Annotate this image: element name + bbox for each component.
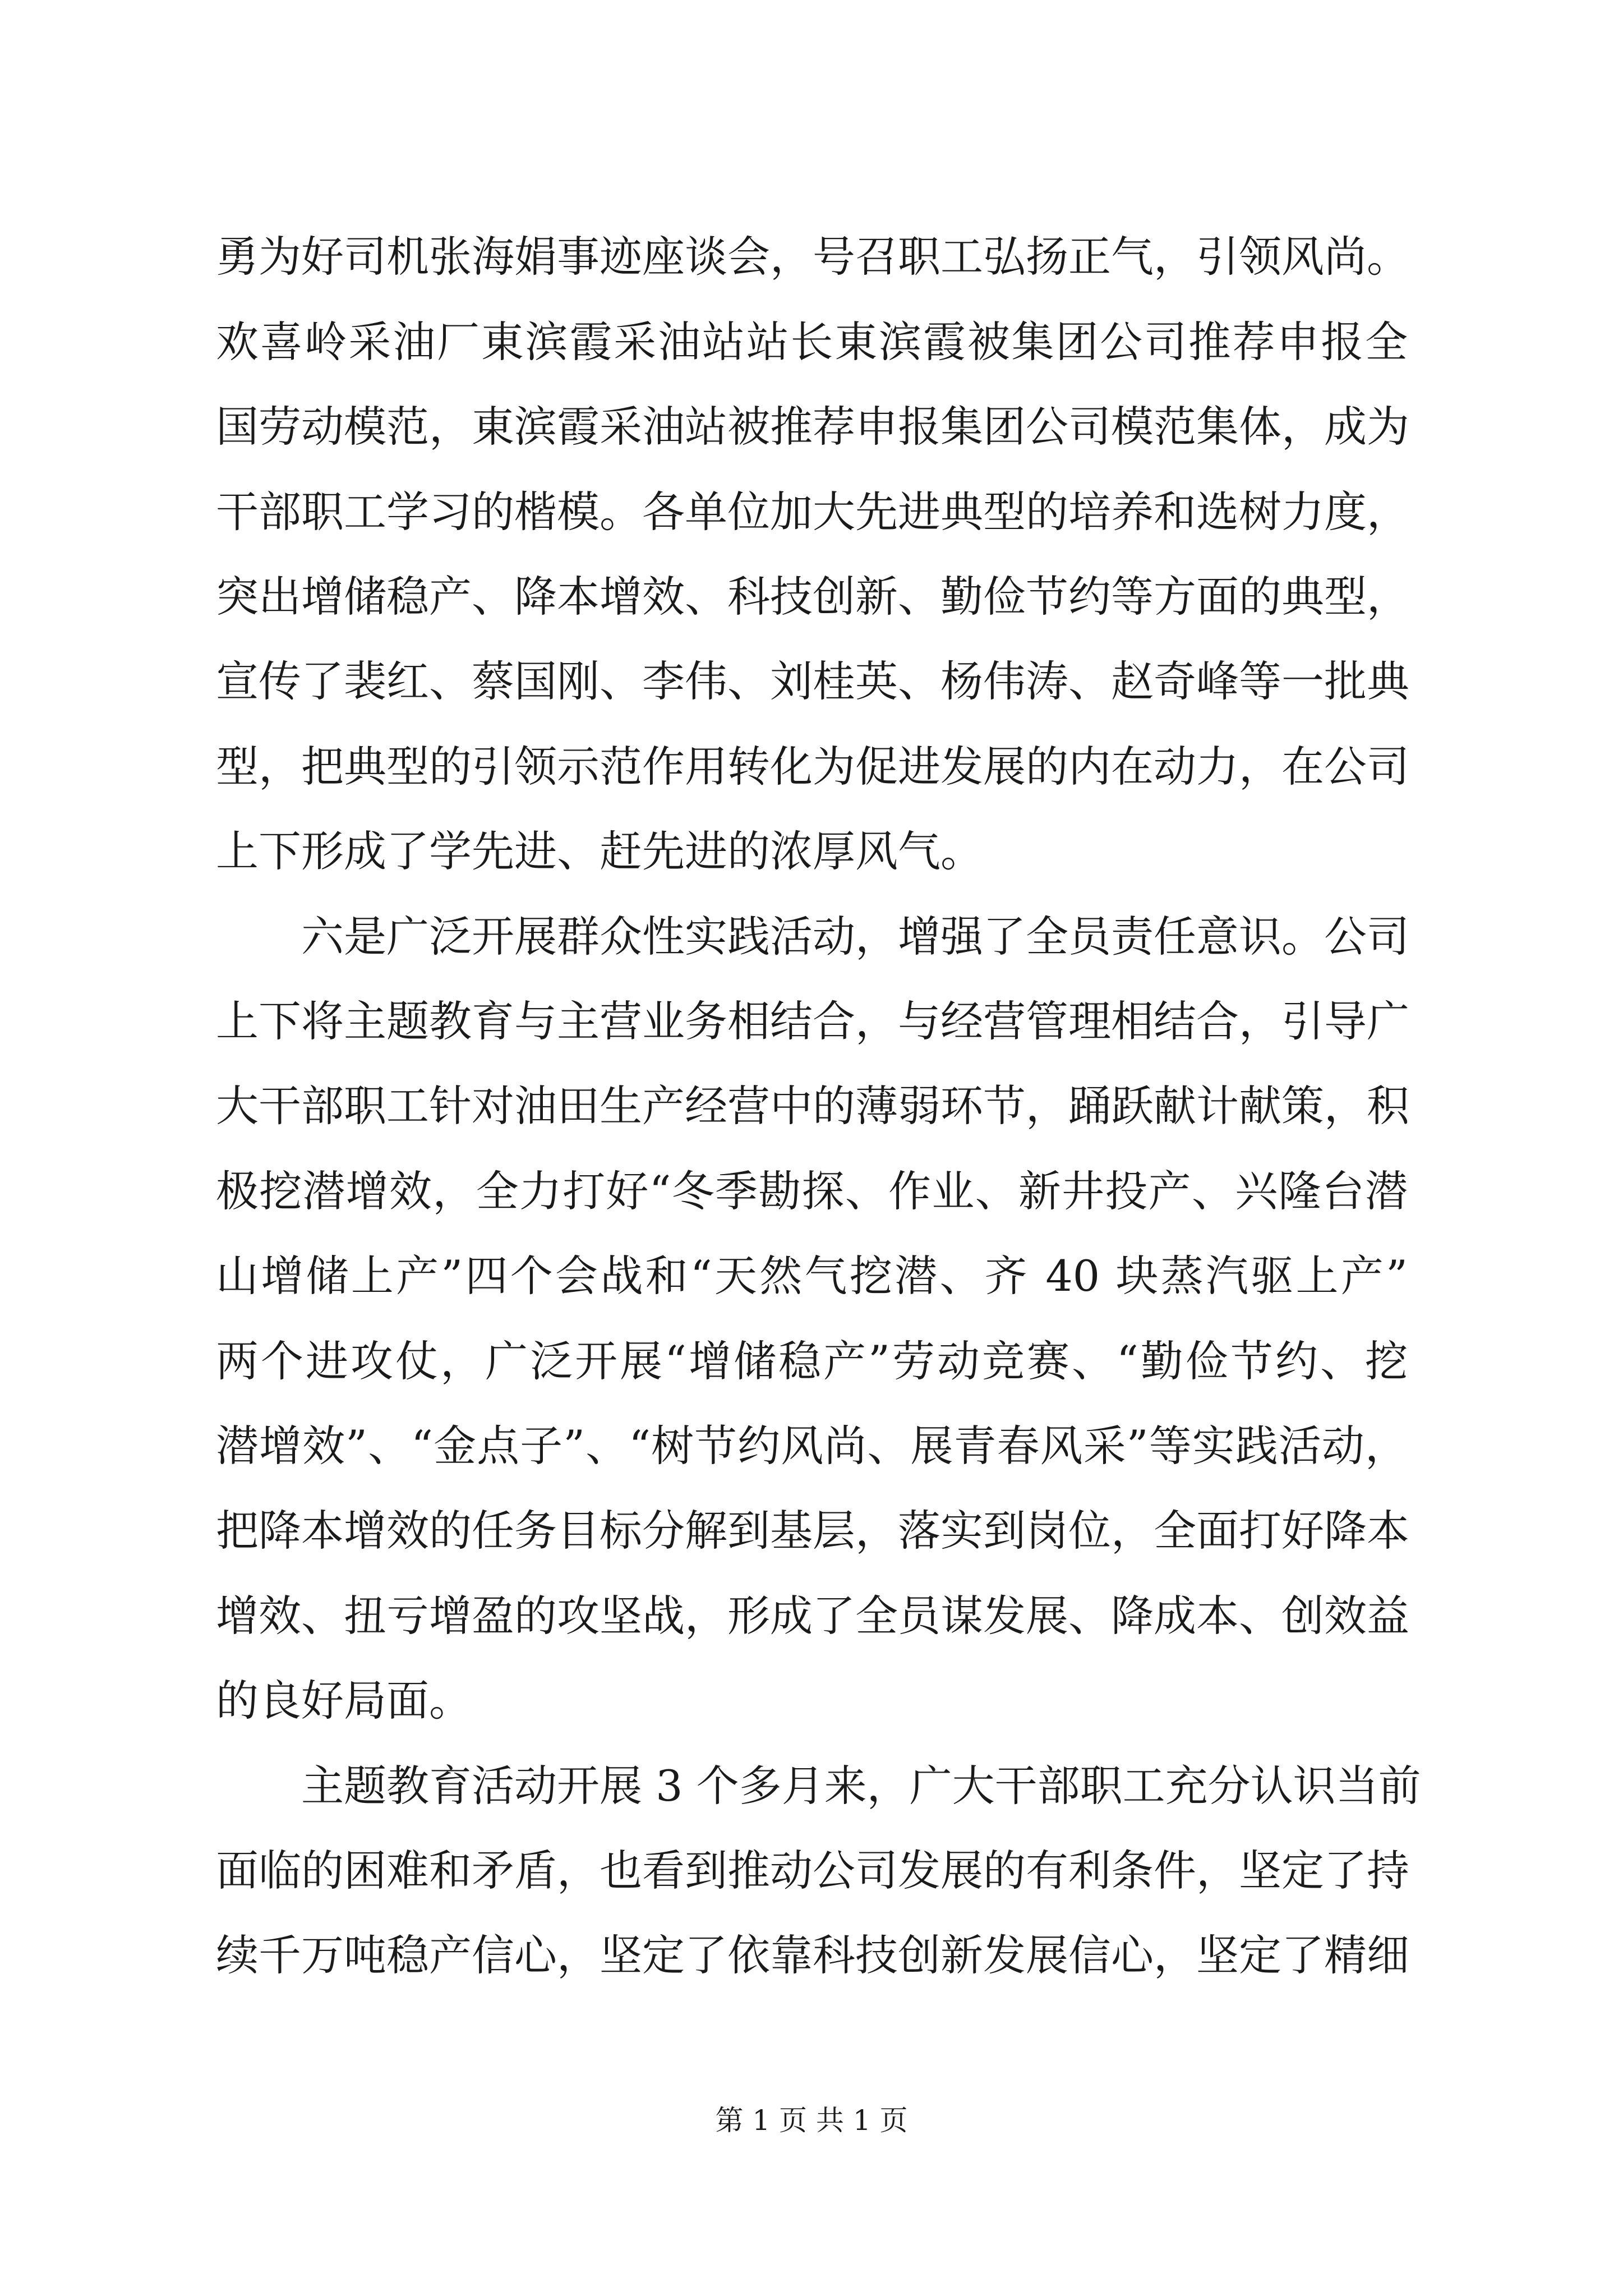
text-line: 大干部职工针对油田生产经营中的薄弱环节，踊跃献计献策，积 (216, 1081, 1409, 1131)
paragraph-first-line: 六是广泛开展群众性实践活动，增强了全员责任意识。公司 (301, 912, 1409, 961)
text-line: 干部职工学习的楷模。各单位加大先进典型的培养和选树力度， (216, 487, 1409, 537)
text-line: 宣传了裴红、蔡国刚、李伟、刘桂英、杨伟涛、赵奇峰等一批典 (216, 656, 1409, 706)
text-line: 潜增效”、“金点子”、“树节约风尚、展青春风采”等实践活动， (216, 1421, 1408, 1471)
text-line: 勇为好司机张海娟事迹座谈会，号召职工弘扬正气，引领风尚。 (216, 232, 1409, 282)
text-line: 续千万吨稳产信心，坚定了依靠科技创新发展信心，坚定了精细 (216, 1930, 1409, 1980)
paragraph-first-line: 主题教育活动开展 3 个多月来，广大干部职工充分认识当前 (301, 1761, 1421, 1811)
text-line: 面临的困难和矛盾，也看到推动公司发展的有利条件，坚定了持 (216, 1846, 1409, 1895)
text-line: 型，把典型的引领示范作用转化为促进发展的内在动力，在公司 (216, 742, 1409, 792)
text-line: 极挖潜增效，全力打好“冬季勘探、作业、新井投产、兴隆台潜 (216, 1166, 1408, 1216)
text-line: 山增储上产”四个会战和“天然气挖潜、齐 40 块蒸汽驱上产” (216, 1251, 1408, 1301)
text-line: 欢喜岭采油厂東滨霞采油站站长東滨霞被集团公司推荐申报全 (216, 317, 1408, 367)
text-line: 的良好局面。 (216, 1676, 472, 1726)
page-number-footer: 第 1 页 共 1 页 (715, 2104, 908, 2137)
text-line: 突出增储稳产、降本增效、科技创新、勤俭节约等方面的典型， (216, 572, 1409, 622)
text-line: 国劳动模范，東滨霞采油站被推荐申报集团公司模范集体，成为 (216, 402, 1409, 452)
text-line: 上下将主题教育与主营业务相结合，与经营管理相结合，引导广 (216, 996, 1409, 1046)
text-line: 增效、扭亏增盈的攻坚战，形成了全员谋发展、降成本、创效益 (216, 1591, 1409, 1641)
text-line: 上下形成了学先进、赶先进的浓厚风气。 (216, 826, 983, 876)
text-line: 把降本增效的任务目标分解到基层，落实到岗位，全面打好降本 (216, 1506, 1409, 1556)
text-line: 两个进攻仗，广泛开展“增储稳产”劳动竞赛、“勤俭节约、挖 (216, 1336, 1408, 1386)
